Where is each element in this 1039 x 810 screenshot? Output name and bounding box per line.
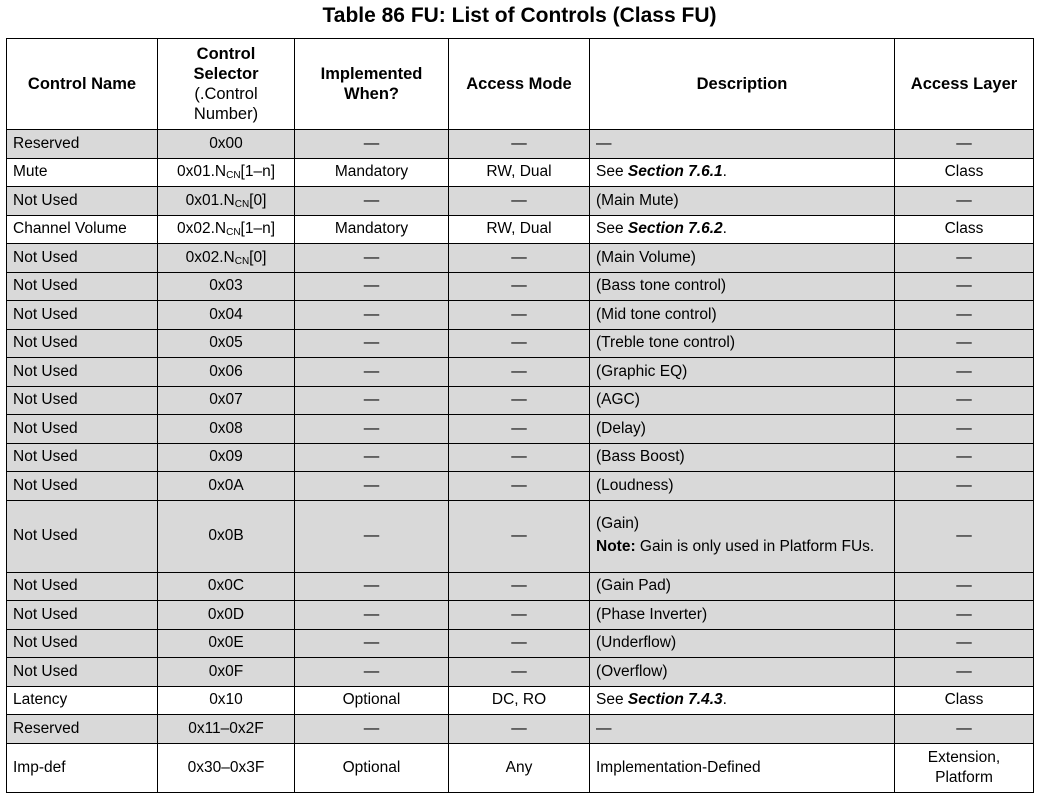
- control-selector-cell: 0x03: [158, 272, 295, 301]
- control-name-cell: Reserved: [7, 130, 158, 159]
- description-cell: (Gain Pad): [590, 572, 895, 601]
- access-mode-cell: —: [449, 500, 590, 572]
- access-mode-cell: DC, RO: [449, 686, 590, 715]
- access-layer-cell: —: [895, 301, 1034, 330]
- control-name-cell: Channel Volume: [7, 215, 158, 244]
- control-name-cell: Mute: [7, 158, 158, 187]
- table-row: [7, 158, 1034, 187]
- table-row: [7, 272, 1034, 301]
- selector-prefix: 0x01.N: [185, 191, 235, 209]
- access-layer-cell: Extension, Platform: [895, 743, 1034, 792]
- access-layer-cell: —: [895, 443, 1034, 472]
- desc-prefix: See: [596, 220, 628, 238]
- col-control-selector-sub: (.Control Number): [193, 85, 259, 123]
- control-name-cell: Latency: [7, 686, 158, 715]
- description-cell: [590, 686, 895, 715]
- access-layer-cell: —: [895, 601, 1034, 630]
- implemented-cell: —: [295, 443, 449, 472]
- implemented-cell: —: [295, 472, 449, 501]
- section-link[interactable]: Section 7.4.3: [627, 691, 723, 709]
- desc-prefix: See: [596, 691, 628, 709]
- selector-suffix: [1–n]: [240, 163, 276, 181]
- access-mode-cell: —: [449, 601, 590, 630]
- access-layer-cell: —: [895, 472, 1034, 501]
- control-selector-cell: [158, 158, 295, 187]
- table-row: [7, 415, 1034, 444]
- description-cell: (Overflow): [590, 658, 895, 687]
- table-row: [7, 743, 1034, 792]
- description-cell: [590, 158, 895, 187]
- control-name-cell: Not Used: [7, 500, 158, 572]
- access-mode-cell: —: [449, 301, 590, 330]
- control-name-cell: Not Used: [7, 443, 158, 472]
- access-mode-cell: —: [449, 629, 590, 658]
- implemented-cell: —: [295, 601, 449, 630]
- access-mode-cell: —: [449, 443, 590, 472]
- section-link[interactable]: Section 7.6.1: [627, 163, 723, 181]
- control-name-cell: Not Used: [7, 601, 158, 630]
- table-row: [7, 386, 1034, 415]
- selector-subscript: CN: [234, 255, 250, 267]
- control-selector-cell: 0x06: [158, 358, 295, 387]
- selector-prefix: 0x01.N: [176, 163, 227, 181]
- implemented-cell: —: [295, 301, 449, 330]
- control-selector-cell: 0x0A: [158, 472, 295, 501]
- table-row: [7, 215, 1034, 244]
- access-layer-cell: —: [895, 658, 1034, 687]
- description-cell: (Mid tone control): [590, 301, 895, 330]
- control-name-cell: Not Used: [7, 301, 158, 330]
- description-cell: [590, 500, 895, 572]
- access-layer-cell: —: [895, 358, 1034, 387]
- access-layer-cell: —: [895, 187, 1034, 216]
- selector-subscript: CN: [226, 227, 241, 239]
- implemented-cell: —: [295, 187, 449, 216]
- control-selector-cell: 0x0C: [158, 572, 295, 601]
- table-row: [7, 130, 1034, 159]
- implemented-cell: —: [295, 715, 449, 744]
- control-name-cell: Not Used: [7, 244, 158, 273]
- control-selector-cell: 0x08: [158, 415, 295, 444]
- control-selector-cell: 0x30–0x3F: [158, 743, 295, 792]
- table-row: [7, 572, 1034, 601]
- access-mode-cell: —: [449, 130, 590, 159]
- access-mode-cell: —: [449, 658, 590, 687]
- control-name-cell: Reserved: [7, 715, 158, 744]
- table-row: [7, 601, 1034, 630]
- selector-prefix: 0x02.N: [176, 220, 227, 238]
- implemented-cell: —: [295, 415, 449, 444]
- table-row: [7, 329, 1034, 358]
- table-row: [7, 715, 1034, 744]
- table-row: [7, 443, 1034, 472]
- note-label: Note:: [596, 538, 636, 555]
- implemented-cell: —: [295, 572, 449, 601]
- description-cell: (Loudness): [590, 472, 895, 501]
- control-selector-cell: 0x07: [158, 386, 295, 415]
- controls-table: [6, 38, 1034, 793]
- access-mode-cell: Any: [449, 743, 590, 792]
- desc-suffix: .: [722, 220, 727, 238]
- control-selector-cell: 0x0F: [158, 658, 295, 687]
- control-selector-cell: 0x04: [158, 301, 295, 330]
- implemented-cell: Mandatory: [295, 158, 449, 187]
- access-layer-cell: —: [895, 329, 1034, 358]
- implemented-cell: —: [295, 244, 449, 273]
- col-control-selector: [158, 39, 295, 130]
- access-mode-cell: RW, Dual: [449, 158, 590, 187]
- control-selector-cell: 0x10: [158, 686, 295, 715]
- access-layer-cell: —: [895, 629, 1034, 658]
- implemented-cell: —: [295, 329, 449, 358]
- implemented-cell: —: [295, 500, 449, 572]
- control-selector-cell: [158, 244, 295, 273]
- table-row: [7, 472, 1034, 501]
- description-cell: (Bass tone control): [590, 272, 895, 301]
- control-selector-cell: [158, 187, 295, 216]
- description-cell: (Main Mute): [590, 187, 895, 216]
- implemented-cell: —: [295, 658, 449, 687]
- description-note: [596, 537, 894, 557]
- table-row: [7, 629, 1034, 658]
- implemented-cell: Optional: [295, 686, 449, 715]
- header-row: [7, 39, 1034, 130]
- implemented-cell: —: [295, 130, 449, 159]
- selector-suffix: [1–n]: [240, 220, 276, 238]
- access-layer-cell: —: [895, 130, 1034, 159]
- col-description: Description: [590, 39, 895, 130]
- description-cell: (Bass Boost): [590, 443, 895, 472]
- control-name-cell: Not Used: [7, 386, 158, 415]
- access-mode-cell: —: [449, 272, 590, 301]
- control-name-cell: Not Used: [7, 358, 158, 387]
- table-row: [7, 686, 1034, 715]
- col-implemented-when: Implemented When?: [295, 39, 449, 130]
- access-layer-cell: Class: [895, 215, 1034, 244]
- table-row: [7, 301, 1034, 330]
- access-layer-cell: —: [895, 244, 1034, 273]
- selector-suffix: [0]: [249, 191, 267, 209]
- selector-subscript: CN: [234, 198, 250, 210]
- control-name-cell: Not Used: [7, 572, 158, 601]
- access-mode-cell: —: [449, 572, 590, 601]
- control-name-cell: Not Used: [7, 187, 158, 216]
- control-name-cell: Not Used: [7, 329, 158, 358]
- table-title: Table 86 FU: List of Controls (Class FU): [322, 4, 717, 27]
- access-mode-cell: —: [449, 187, 590, 216]
- access-layer-cell: —: [895, 572, 1034, 601]
- access-mode-cell: —: [449, 415, 590, 444]
- access-layer-cell: —: [895, 415, 1034, 444]
- selector-prefix: 0x02.N: [185, 248, 235, 266]
- access-layer-cell: —: [895, 500, 1034, 572]
- control-name-cell: Imp-def: [7, 743, 158, 792]
- desc-suffix: .: [722, 691, 727, 709]
- table-row: [7, 500, 1034, 572]
- description-cell: (Graphic EQ): [590, 358, 895, 387]
- implemented-cell: —: [295, 629, 449, 658]
- control-name-cell: Not Used: [7, 415, 158, 444]
- description-cell: (Treble tone control): [590, 329, 895, 358]
- description-cell: —: [590, 715, 895, 744]
- table-row: [7, 358, 1034, 387]
- control-name-cell: Not Used: [7, 629, 158, 658]
- access-mode-cell: —: [449, 386, 590, 415]
- description-cell: (AGC): [590, 386, 895, 415]
- implemented-cell: Optional: [295, 743, 449, 792]
- access-layer-cell: —: [895, 715, 1034, 744]
- col-control-name: Control Name: [7, 39, 158, 130]
- note-text: Gain is only used in Platform FUs.: [635, 538, 875, 555]
- col-access-layer: Access Layer: [895, 39, 1034, 130]
- section-link[interactable]: Section 7.6.2: [627, 220, 723, 238]
- table-row: [7, 244, 1034, 273]
- access-mode-cell: —: [449, 715, 590, 744]
- control-selector-cell: [158, 215, 295, 244]
- control-selector-cell: 0x0B: [158, 500, 295, 572]
- col-control-selector-label: Control Selector: [193, 45, 259, 83]
- access-mode-cell: RW, Dual: [449, 215, 590, 244]
- desc-suffix: .: [722, 163, 727, 181]
- access-mode-cell: —: [449, 358, 590, 387]
- access-mode-cell: —: [449, 472, 590, 501]
- implemented-cell: —: [295, 358, 449, 387]
- control-selector-cell: 0x00: [158, 130, 295, 159]
- selector-subscript: CN: [226, 170, 241, 182]
- table-row: [7, 658, 1034, 687]
- access-layer-cell: —: [895, 272, 1034, 301]
- selector-suffix: [0]: [249, 248, 267, 266]
- access-layer-cell: —: [895, 386, 1034, 415]
- implemented-cell: Mandatory: [295, 215, 449, 244]
- control-selector-cell: 0x0D: [158, 601, 295, 630]
- control-selector-cell: 0x05: [158, 329, 295, 358]
- access-mode-cell: —: [449, 244, 590, 273]
- description-cell: (Phase Inverter): [590, 601, 895, 630]
- implemented-cell: —: [295, 386, 449, 415]
- control-selector-cell: 0x11–0x2F: [158, 715, 295, 744]
- access-layer-cell: Class: [895, 686, 1034, 715]
- access-layer-cell: Class: [895, 158, 1034, 187]
- control-selector-cell: 0x0E: [158, 629, 295, 658]
- description-cell: (Underflow): [590, 629, 895, 658]
- description-cell: (Main Volume): [590, 244, 895, 273]
- table-row: [7, 187, 1034, 216]
- description-cell: [590, 215, 895, 244]
- col-access-mode: Access Mode: [449, 39, 590, 130]
- access-mode-cell: —: [449, 329, 590, 358]
- description-cell: (Delay): [590, 415, 895, 444]
- control-name-cell: Not Used: [7, 658, 158, 687]
- description-cell: Implementation-Defined: [590, 743, 895, 792]
- control-name-cell: Not Used: [7, 272, 158, 301]
- control-name-cell: Not Used: [7, 472, 158, 501]
- control-selector-cell: 0x09: [158, 443, 295, 472]
- desc-prefix: See: [596, 163, 628, 181]
- description-text: (Gain): [596, 515, 640, 532]
- implemented-cell: —: [295, 272, 449, 301]
- description-cell: —: [590, 130, 895, 159]
